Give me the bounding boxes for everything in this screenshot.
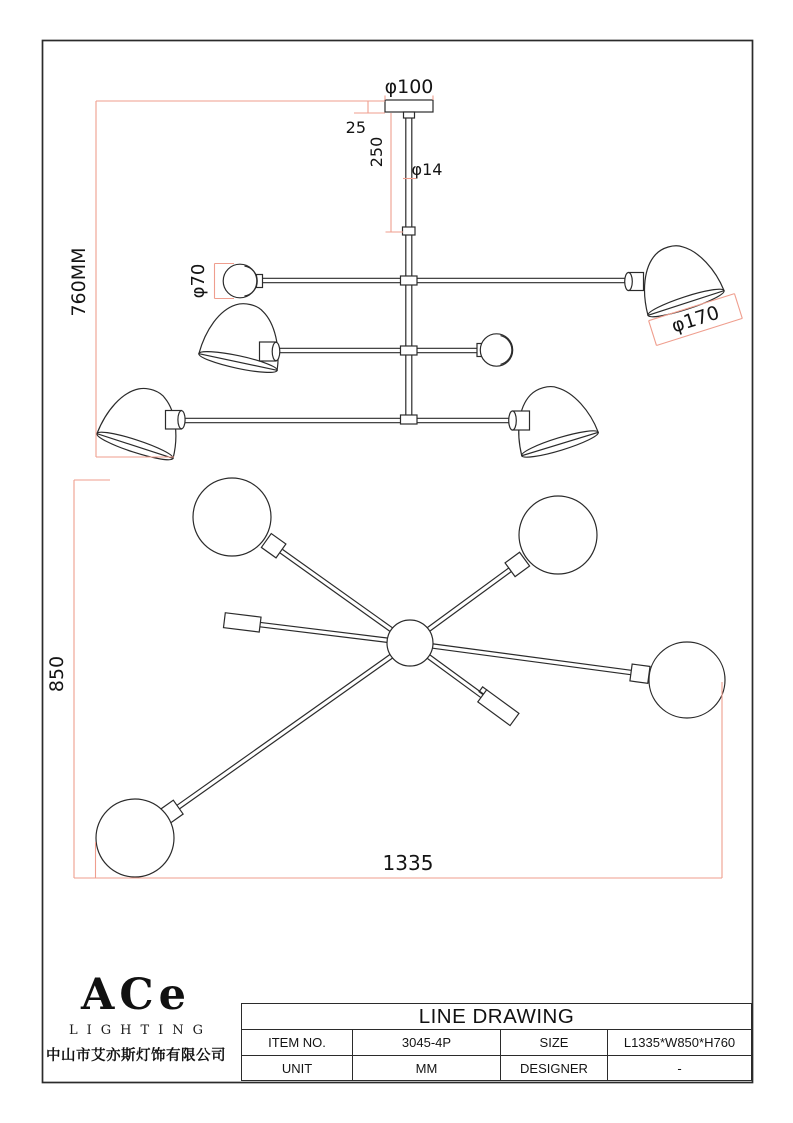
dim-rod-diameter: φ14: [411, 160, 443, 179]
plan-arm: [423, 650, 519, 726]
dim-ball-diameter: φ70: [188, 263, 209, 299]
brand-logo: [44, 972, 228, 1065]
drawing-title: LINE DRAWING: [418, 1004, 575, 1028]
plan-arm: [223, 613, 389, 648]
shade-top-view: [193, 478, 271, 556]
dimension-labels: [46, 76, 722, 875]
field-value-designer: -: [607, 1055, 751, 1080]
sheet-border: [43, 41, 753, 1083]
ceiling-canopy: [385, 100, 433, 112]
field-value-size: L1335*W850*H760: [607, 1029, 751, 1055]
dim-plan-depth: 850: [46, 655, 68, 693]
dim-shade-diameter: φ170: [668, 301, 723, 338]
ball-finial: [480, 334, 512, 366]
shade-top-view: [649, 642, 725, 718]
lamp-shade: [198, 296, 290, 376]
dim-canopy-drop: 25: [345, 118, 366, 137]
brand-subtitle: LIGHTING: [68, 1023, 213, 1038]
brand-name: ACe: [81, 970, 191, 1020]
plan-arm: [261, 534, 397, 638]
field-label-unit: UNIT: [242, 1055, 352, 1080]
dim-stem-length: 250: [367, 136, 386, 168]
central-hub: [387, 620, 433, 666]
title-block: [241, 1003, 752, 1081]
shade-top-view: [96, 799, 174, 877]
dim-canopy-diameter: φ100: [384, 76, 434, 98]
rod-joint: [403, 227, 416, 235]
dimension-lines: [74, 96, 742, 879]
plan-arm: [423, 552, 530, 637]
plan-arm: [159, 649, 397, 825]
dim-overall-height: 760MM: [68, 247, 90, 317]
plan-view: [96, 478, 725, 877]
field-label-designer: DESIGNER: [500, 1055, 607, 1080]
company-name: 中山市艾亦斯灯饰有限公司: [46, 1048, 226, 1064]
dim-plan-width: 1335: [382, 851, 434, 875]
field-value-unit: MM: [352, 1055, 500, 1080]
plan-arm: [431, 637, 650, 683]
field-label-item-no: ITEM NO.: [242, 1029, 352, 1055]
shade-top-view: [519, 496, 597, 574]
field-value-item-no: 3045-4P: [352, 1029, 500, 1055]
field-label-size: SIZE: [500, 1029, 607, 1055]
